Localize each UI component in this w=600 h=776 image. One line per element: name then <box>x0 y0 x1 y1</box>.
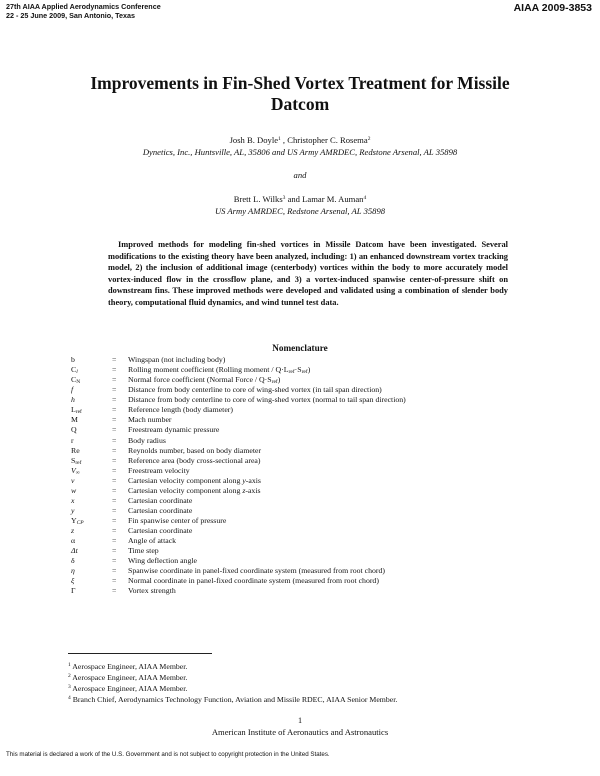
author-wilks-footnote-mark[interactable]: 3 <box>282 195 286 201</box>
footnote-2: $^2$ Aerospace Engineer, AIAA Member. <box>68 673 188 682</box>
definition: Distance from body centerline to core of wing-shed vortex (normal to tail span direction) <box>128 395 406 405</box>
definition: Cartesian coordinate <box>128 505 193 515</box>
definition: Cartesian velocity component along z-axis <box>128 485 261 495</box>
abstract: Improved methods for modeling fin-shed vortices in Missile Datcom have been investigated. Several modifications to the existing theory have been analyzed, including: 1) an enhanced downstream vortex tracking model, 2) the inclusion of additional image (centerbody) vortices within the body to more accurately model vortex-induced flow in the crossflow plane, and 3) a vortex-induced spanwise center-of-pressure shift on downstream fins. These improved methods were developed and validated using a combination of slender body theory, computational fluid dynamics, and wind tunnel test data. <box>108 240 508 307</box>
definition: Distance from body centerline to core of wing-shed vortex (in tail span direction) <box>128 385 382 395</box>
symbol: h <box>71 395 75 405</box>
symbol: x <box>71 495 75 505</box>
affiliation-1: Dynetics, Inc., Huntsville, AL, 35806 and US Army AMRDEC, Redstone Arsenal, AL 35898 <box>142 147 458 157</box>
definition: Body radius <box>128 435 166 445</box>
equals-sign: = <box>112 465 117 475</box>
symbol: r <box>71 435 74 445</box>
symbol: w <box>71 485 77 495</box>
paper-title: Improvements in Fin-Shed Vortex Treatment for Missile Datcom <box>90 73 510 114</box>
definition: Fin spanwise center of pressure <box>128 516 227 525</box>
equals-sign: = <box>112 505 117 515</box>
equals-sign: = <box>112 445 117 455</box>
conference-date-location: 22 - 25 June 2009, San Antonio, Texas <box>6 10 136 20</box>
equals-sign: = <box>112 435 117 445</box>
equals-sign: = <box>112 485 117 495</box>
author-joiner: and <box>285 194 303 204</box>
copyright-disclaimer: This material is declared a work of the U.S. Government and is not subject to copyright protection in the United States. <box>6 751 330 758</box>
definition: Reference area (body cross-sectional area) <box>128 455 261 465</box>
conference-name: 27th AIAA Applied Aerodynamics Conference <box>6 2 161 11</box>
and-separator: and <box>293 170 307 180</box>
nomenclature-heading: Nomenclature <box>272 343 328 353</box>
equals-sign: = <box>112 365 117 375</box>
author-rosema-footnote-mark[interactable]: 2 <box>367 136 371 142</box>
symbol: f <box>71 385 74 395</box>
definition: Rolling moment coefficient (Rolling moment / $Q\cdot L_{ref}\cdot S_{ref}$) <box>128 365 311 376</box>
author-doyle-footnote-mark[interactable]: 1 <box>278 136 281 142</box>
symbol: $C_l$ <box>71 365 78 376</box>
equals-sign: = <box>112 355 117 364</box>
symbol: $S_{ref}$ <box>71 455 82 466</box>
equals-sign: = <box>112 566 117 576</box>
equals-sign: = <box>112 395 117 405</box>
definition: Time step <box>128 546 159 556</box>
symbol: Γ <box>71 586 76 596</box>
definition: Cartesian coordinate <box>128 526 193 536</box>
symbol: b <box>71 355 75 364</box>
equals-sign: = <box>112 546 117 556</box>
author-separator: , <box>280 135 288 145</box>
symbol: δ <box>71 556 75 566</box>
equals-sign: = <box>112 385 117 395</box>
equals-sign: = <box>112 405 117 415</box>
symbol: $C_N$ <box>71 375 81 386</box>
authors-line-2 <box>40 194 560 205</box>
paper-id: AIAA 2009-3853 <box>513 2 592 14</box>
symbol: α <box>71 536 76 546</box>
author-rosema: Christopher C. Rosema <box>287 135 368 145</box>
footnotes <box>68 661 397 705</box>
definition: Angle of attack <box>128 536 177 546</box>
definition: Wing deflection angle <box>128 556 197 566</box>
authors-line-1 <box>40 135 560 146</box>
author-wilks: Brett L. Wilks <box>233 194 283 204</box>
equals-sign: = <box>112 526 117 536</box>
symbol: z <box>71 526 75 536</box>
conference-info <box>6 3 161 20</box>
definition: Wingspan (not including body) <box>128 355 226 364</box>
definition: Normal coordinate in panel-fixed coordinate system (measured from root chord) <box>128 576 379 586</box>
equals-sign: = <box>112 415 117 425</box>
page-number: 1 <box>297 716 303 725</box>
definition: Freestream velocity <box>128 465 190 475</box>
symbol: Q <box>71 425 77 435</box>
symbol: M <box>71 415 78 425</box>
equals-sign: = <box>112 556 117 566</box>
symbol: $V_\infty$ <box>71 465 80 476</box>
definition: Mach number <box>128 415 172 425</box>
equals-sign: = <box>112 455 117 465</box>
equals-sign: = <box>112 425 117 435</box>
definition: Reference length (body diameter) <box>128 405 233 415</box>
organization-footer: American Institute of Aeronautics and Astronautics <box>211 727 389 737</box>
symbol: v <box>71 475 75 485</box>
author-auman: Lamar M. Auman <box>302 194 364 204</box>
equals-sign: = <box>112 475 117 485</box>
definition: Normal force coefficient (Normal Force / $Q\cdot S_{ref}$) <box>128 375 281 386</box>
symbol: Re <box>71 445 80 455</box>
equals-sign: = <box>112 495 117 505</box>
definition: Cartesian velocity component along y-axis <box>128 475 261 485</box>
equals-sign: = <box>112 516 117 525</box>
definition: Cartesian coordinate <box>128 495 193 505</box>
definition: Spanwise coordinate in panel-fixed coordinate system (measured from root chord) <box>128 566 385 576</box>
symbol: Δt <box>71 546 78 556</box>
symbol: y <box>71 505 75 515</box>
affiliation-2: US Army AMRDEC, Redstone Arsenal, AL 35898 <box>214 206 386 216</box>
author-doyle: Josh B. Doyle <box>229 135 279 145</box>
symbol: η <box>71 566 75 576</box>
footnote-3: $^3$ Aerospace Engineer, AIAA Member. <box>68 684 188 693</box>
definition: Reynolds number, based on body diameter <box>128 445 262 455</box>
symbol: $L_{ref}$ <box>71 405 82 416</box>
equals-sign: = <box>112 586 117 596</box>
footnote-divider <box>68 653 212 654</box>
symbol: ξ <box>71 576 75 586</box>
footnote-4: $^4$ Branch Chief, Aerodynamics Technology Function, Aviation and Missile RDEC, AIAA Senior Member. <box>68 695 398 704</box>
equals-sign: = <box>112 375 117 385</box>
equals-sign: = <box>112 536 117 546</box>
definition: Vortex strength <box>128 586 176 596</box>
equals-sign: = <box>112 576 117 586</box>
footnote-1: $^1$ Aerospace Engineer, AIAA Member. <box>68 662 188 671</box>
definition: Freestream dynamic pressure <box>128 425 220 435</box>
author-auman-footnote-mark[interactable]: 4 <box>363 195 367 201</box>
symbol: $Y_{CP}$ <box>71 516 84 526</box>
